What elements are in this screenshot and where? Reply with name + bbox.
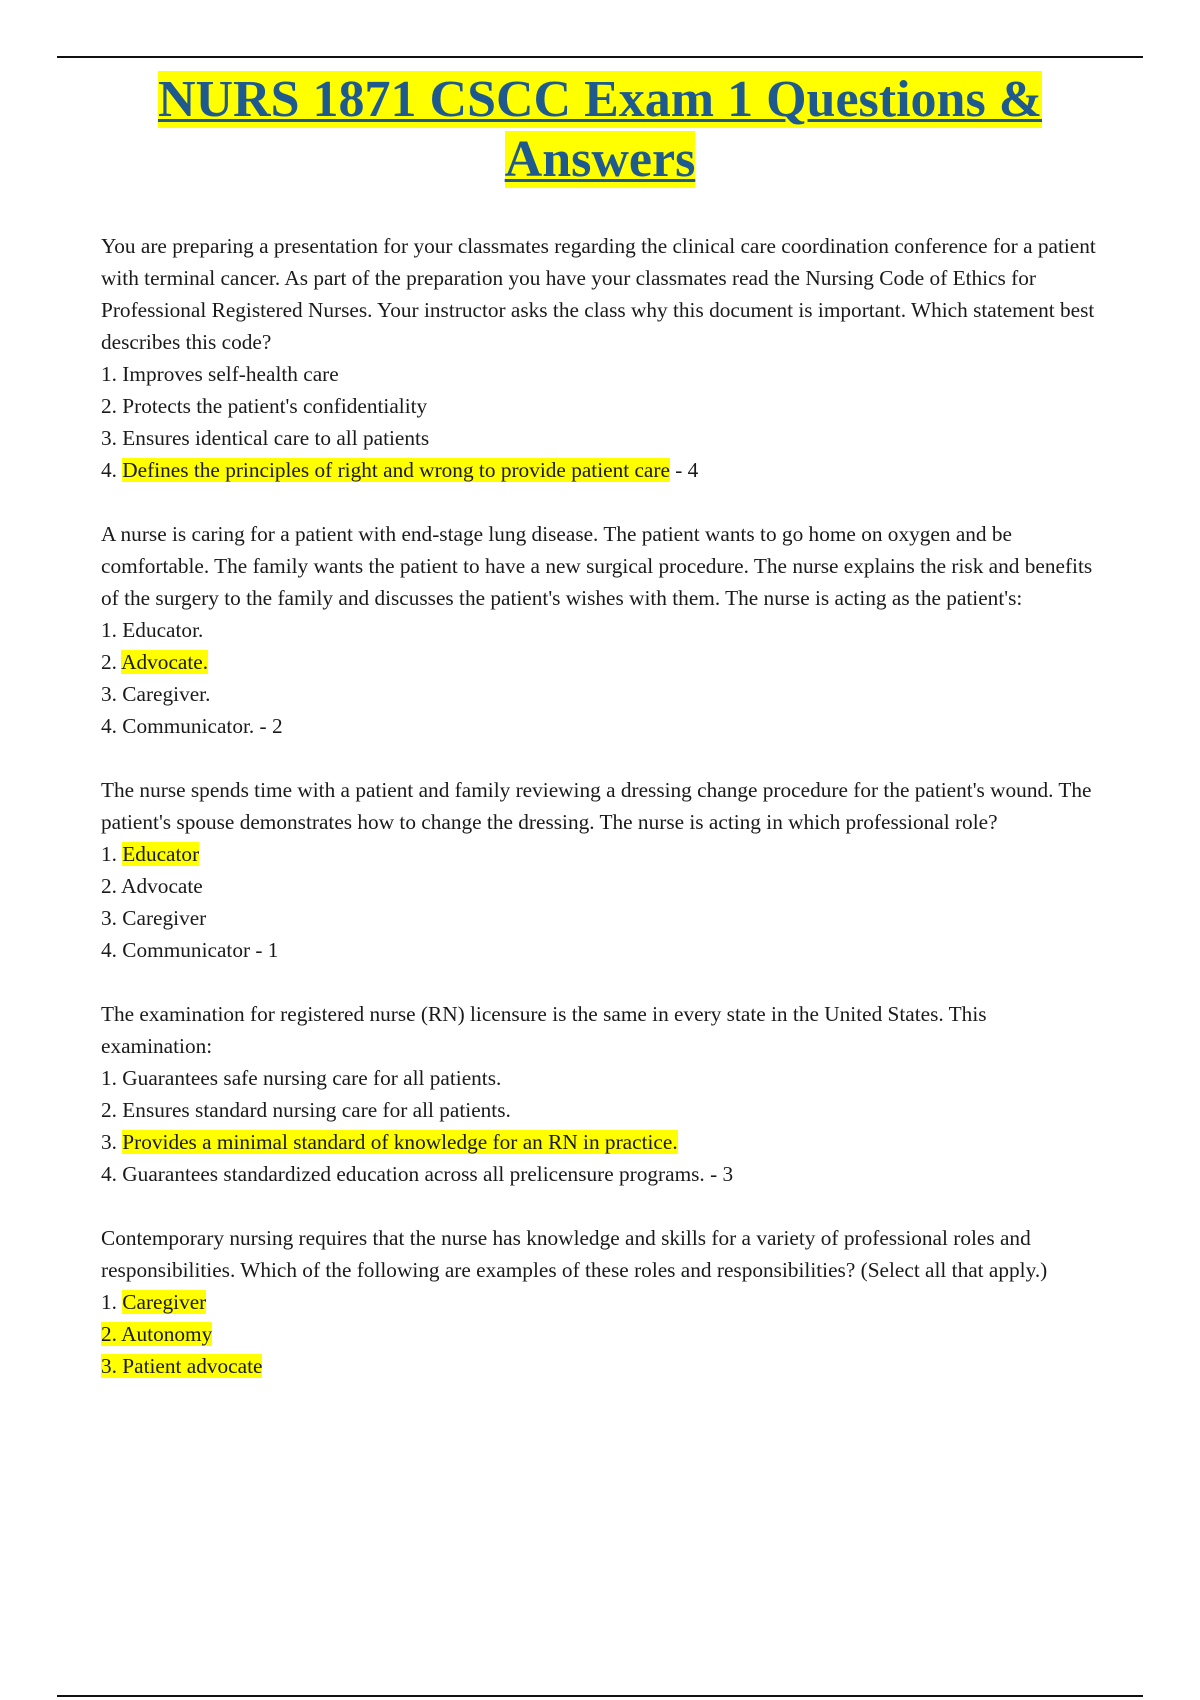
question-5: [101, 1222, 1101, 1382]
option-item: [101, 422, 1101, 454]
answer-key: - 1: [250, 938, 279, 962]
option-item: [101, 454, 1101, 486]
option-text: Communicator: [122, 938, 251, 962]
option-text: Caregiver: [122, 906, 207, 930]
question-2: [101, 518, 1101, 742]
option-number: 2.: [101, 394, 123, 418]
option-text: Educator.: [122, 618, 204, 642]
question-3-stem: The nurse spends time with a patient and family reviewing a dressing change procedure for the patient's wound. The patient's spouse demonstrates how to change the dressing. The nurse is acting in which professional role?: [101, 778, 1092, 834]
document-title: [0, 70, 1200, 190]
option-number: 4.: [101, 938, 123, 962]
option-item: [101, 838, 1101, 870]
option-number: 1.: [101, 362, 123, 386]
question-4-stem: The examination for registered nurse (RN) licensure is the same in every state in the United States. This examination:: [101, 1002, 987, 1058]
option-item: [101, 678, 1101, 710]
option-item: [101, 934, 1101, 966]
option-text: Guarantees safe nursing care for all patients.: [122, 1066, 502, 1090]
option-number: 4.: [101, 714, 123, 738]
option-text: Patient advocate: [122, 1354, 263, 1378]
option-text: Advocate: [121, 874, 203, 898]
question-5-options: [101, 1286, 1101, 1382]
question-4: [101, 998, 1101, 1190]
question-3-options: [101, 838, 1101, 966]
option-item: [101, 1318, 1101, 1350]
option-text: Guarantees standardized education across all prelicensure programs.: [122, 1162, 705, 1186]
highlighted-answer: Defines the principles of right and wrong to provide patient care: [122, 458, 670, 482]
question-3: [101, 774, 1101, 966]
option-item: [101, 870, 1101, 902]
answer-key: - 4: [669, 458, 699, 482]
option-number: 4.: [101, 1162, 123, 1186]
question-2-options: [101, 614, 1101, 742]
question-5-stem: Contemporary nursing requires that the nurse has knowledge and skills for a variety of professional roles and responsibilities. Which of the following are examples of these roles and responsibilities? (Select all that apply.): [101, 1226, 1048, 1282]
title-line-2: Answers: [504, 131, 696, 188]
option-item: [101, 390, 1101, 422]
option-number: 3.: [101, 906, 123, 930]
option-item: [101, 1094, 1101, 1126]
option-item: [101, 1286, 1101, 1318]
top-rule: [57, 56, 1143, 58]
option-number: 2.: [101, 874, 122, 898]
title-line-1: NURS 1871 CSCC Exam 1 Questions &: [157, 71, 1043, 128]
option-number: 1.: [101, 1290, 123, 1314]
question-1: [101, 230, 1101, 486]
option-number: 3.: [101, 1130, 123, 1154]
option-item: [101, 1158, 1101, 1190]
option-text: Improves self-health care: [122, 362, 339, 386]
highlighted-answer-full: [101, 1354, 262, 1378]
bottom-rule: [57, 1695, 1143, 1697]
option-number: 3.: [101, 682, 123, 706]
highlighted-answer: Educator: [122, 842, 200, 866]
option-text: Ensures identical care to all patients: [122, 426, 430, 450]
question-4-options: [101, 1062, 1101, 1190]
highlighted-answer-full: [101, 1322, 212, 1346]
highlighted-answer: Caregiver: [122, 1290, 207, 1314]
option-item: [101, 902, 1101, 934]
question-1-stem: You are preparing a presentation for your classmates regarding the clinical care coordination conference for a patient with terminal cancer. As part of the preparation you have your classmates read the Nursing Code of Ethics for Professional Registered Nurses. Your instructor asks the class why this document is important. Which statement best describes this code?: [101, 234, 1096, 354]
option-number: 1.: [101, 842, 123, 866]
option-number: 3.: [101, 1354, 123, 1378]
option-number: 1.: [101, 618, 123, 642]
option-number: 3.: [101, 426, 123, 450]
option-item: [101, 710, 1101, 742]
question-2-stem: A nurse is caring for a patient with end-stage lung disease. The patient wants to go home on oxygen and be comfortable. The family wants the patient to have a new surgical procedure. The nurse explains the risk and benefits of the surgery to the family and discusses the patient's wishes with them. The nurse is acting as the patient's:: [101, 522, 1093, 610]
highlighted-answer: Advocate.: [121, 650, 209, 674]
question-1-options: [101, 358, 1101, 486]
option-item: [101, 1350, 1101, 1382]
option-number: 2.: [101, 1322, 122, 1346]
option-text: Protects the patient's confidentiality: [122, 394, 428, 418]
answer-key: - 3: [704, 1162, 734, 1186]
option-item: [101, 1126, 1101, 1158]
highlighted-answer: Provides a minimal standard of knowledge for an RN in practice.: [122, 1130, 678, 1154]
option-item: [101, 358, 1101, 390]
option-text: Communicator.: [122, 714, 255, 738]
option-number: 2.: [101, 1098, 123, 1122]
option-text: Caregiver.: [122, 682, 211, 706]
option-item: [101, 1062, 1101, 1094]
answer-key: - 2: [254, 714, 283, 738]
option-item: [101, 614, 1101, 646]
option-number: 4.: [101, 458, 123, 482]
option-number: 2.: [101, 650, 122, 674]
question-list: [101, 230, 1101, 1414]
option-text: Ensures standard nursing care for all patients.: [122, 1098, 511, 1122]
option-item: [101, 646, 1101, 678]
option-text: Autonomy: [121, 1322, 213, 1346]
option-number: 1.: [101, 1066, 123, 1090]
